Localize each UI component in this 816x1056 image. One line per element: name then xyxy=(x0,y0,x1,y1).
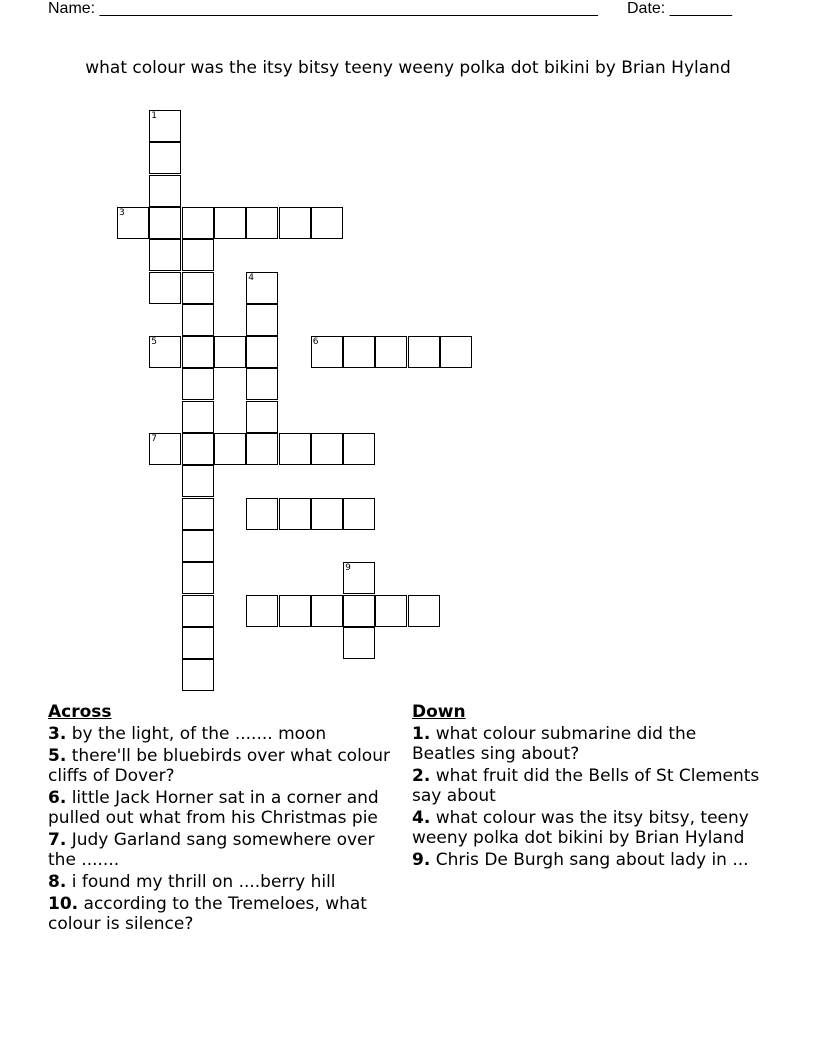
grid-cell[interactable] xyxy=(343,498,375,530)
grid-cell[interactable] xyxy=(246,304,278,336)
clue-text: there'll be bluebirds over what colour cliffs of Dover? xyxy=(48,746,390,786)
grid-cell[interactable] xyxy=(182,498,214,530)
clue-number: 3 xyxy=(119,207,125,218)
grid-cell[interactable] xyxy=(214,336,246,368)
grid-cell[interactable] xyxy=(246,595,278,627)
grid-cell[interactable] xyxy=(279,498,311,530)
grid-cell[interactable] xyxy=(311,595,343,627)
grid-cell[interactable] xyxy=(375,336,407,368)
grid-cell[interactable] xyxy=(182,433,214,465)
down-heading: Down xyxy=(412,702,466,722)
grid-cell[interactable] xyxy=(117,207,149,239)
name-field-label: Name: ________________________________________________________ xyxy=(48,0,598,17)
clue-number: 7 xyxy=(151,434,158,444)
clue-number: 5 xyxy=(151,337,158,348)
down-clue xyxy=(412,808,760,848)
grid-cell[interactable] xyxy=(182,304,214,336)
across-clue xyxy=(48,788,404,828)
grid-cell[interactable] xyxy=(182,659,214,691)
clue-number: 4 xyxy=(248,272,254,283)
grid-cell[interactable] xyxy=(343,336,375,368)
grid-cell[interactable] xyxy=(149,433,181,465)
grid-cell[interactable] xyxy=(343,562,375,594)
grid-cell[interactable] xyxy=(311,207,343,239)
grid-cell[interactable] xyxy=(246,498,278,530)
grid-cell[interactable] xyxy=(182,368,214,400)
grid-cell[interactable] xyxy=(182,465,214,497)
across-clue xyxy=(48,724,404,744)
clue-text: what fruit did the Bells of St Clements say about xyxy=(412,766,760,806)
grid-cell[interactable] xyxy=(149,175,181,207)
puzzle-title: what colour was the itsy bitsy teeny weeny polka dot bikini by Brian Hyland xyxy=(85,58,731,78)
grid-cell[interactable] xyxy=(279,207,311,239)
across-clue xyxy=(48,872,404,892)
clue-number-label: 6. xyxy=(48,788,67,808)
grid-cell[interactable] xyxy=(311,498,343,530)
clue-text: by the light, of the ....... moon xyxy=(66,724,327,744)
clue-number-label: 1. xyxy=(412,724,431,744)
grid-cell[interactable] xyxy=(279,595,311,627)
grid-cell[interactable] xyxy=(343,627,375,659)
across-clue xyxy=(48,894,404,934)
across-heading: Across xyxy=(48,702,112,722)
grid-cell[interactable] xyxy=(149,336,181,368)
grid-cell[interactable] xyxy=(343,433,375,465)
clue-number-label: 9. xyxy=(412,850,431,870)
grid-cell[interactable] xyxy=(182,239,214,271)
grid-cell[interactable] xyxy=(279,433,311,465)
clue-number-label: 3. xyxy=(48,724,67,744)
clue-text: i found my thrill on ....berry hill xyxy=(66,872,336,892)
grid-cell[interactable] xyxy=(182,401,214,433)
grid-cell[interactable] xyxy=(343,595,375,627)
clue-text: what colour submarine did the Beatles sing about? xyxy=(412,724,697,764)
grid-cell[interactable] xyxy=(182,207,214,239)
clue-text: what colour was the itsy bitsy, teeny weeny polka dot bikini by Brian Hyland xyxy=(412,808,749,848)
clue-text: according to the Tremeloes, what colour is silence? xyxy=(48,894,367,934)
down-clues xyxy=(412,702,760,872)
grid-cell[interactable] xyxy=(246,336,278,368)
grid-cell[interactable] xyxy=(149,239,181,271)
grid-cell[interactable] xyxy=(149,142,181,174)
date-field-label: Date: _______ xyxy=(627,0,732,17)
grid-cell[interactable] xyxy=(149,207,181,239)
grid-cell[interactable] xyxy=(182,627,214,659)
grid-cell[interactable] xyxy=(311,433,343,465)
across-clues xyxy=(48,702,404,936)
clue-number: 6 xyxy=(312,337,319,348)
grid-cell[interactable] xyxy=(182,336,214,368)
clue-number-label: 8. xyxy=(48,872,67,892)
grid-cell[interactable] xyxy=(182,272,214,304)
clue-text: Judy Garland sang somewhere over the ....... xyxy=(48,830,375,870)
grid-cell[interactable] xyxy=(214,207,246,239)
down-clue xyxy=(412,766,760,806)
clue-number: 9 xyxy=(345,563,351,574)
grid-cell[interactable] xyxy=(149,110,181,142)
down-clue xyxy=(412,724,760,764)
clue-text: Chris De Burgh sang about lady in ... xyxy=(430,850,749,870)
across-clue xyxy=(48,830,404,870)
grid-cell[interactable] xyxy=(440,336,472,368)
grid-cell[interactable] xyxy=(408,595,440,627)
grid-cell[interactable] xyxy=(311,336,343,368)
clue-number-label: 7. xyxy=(48,830,67,850)
grid-cell[interactable] xyxy=(246,368,278,400)
down-clue xyxy=(412,850,760,870)
grid-cell[interactable] xyxy=(408,336,440,368)
grid-cell[interactable] xyxy=(182,595,214,627)
grid-cell[interactable] xyxy=(246,207,278,239)
clue-number: 1 xyxy=(151,111,158,121)
clue-number-label: 4. xyxy=(412,808,431,828)
grid-cell[interactable] xyxy=(182,530,214,562)
clue-text: little Jack Horner sat in a corner and pulled out what from his Christmas pie xyxy=(48,788,379,828)
across-clue xyxy=(48,746,404,786)
grid-cell[interactable] xyxy=(149,272,181,304)
clue-number-label: 10. xyxy=(48,894,79,914)
grid-cell[interactable] xyxy=(214,433,246,465)
grid-cell[interactable] xyxy=(375,595,407,627)
grid-cell[interactable] xyxy=(246,272,278,304)
clue-number-label: 2. xyxy=(412,766,431,786)
grid-cell[interactable] xyxy=(246,401,278,433)
grid-cell[interactable] xyxy=(182,562,214,594)
grid-cell[interactable] xyxy=(246,433,278,465)
clue-number-label: 5. xyxy=(48,746,67,766)
